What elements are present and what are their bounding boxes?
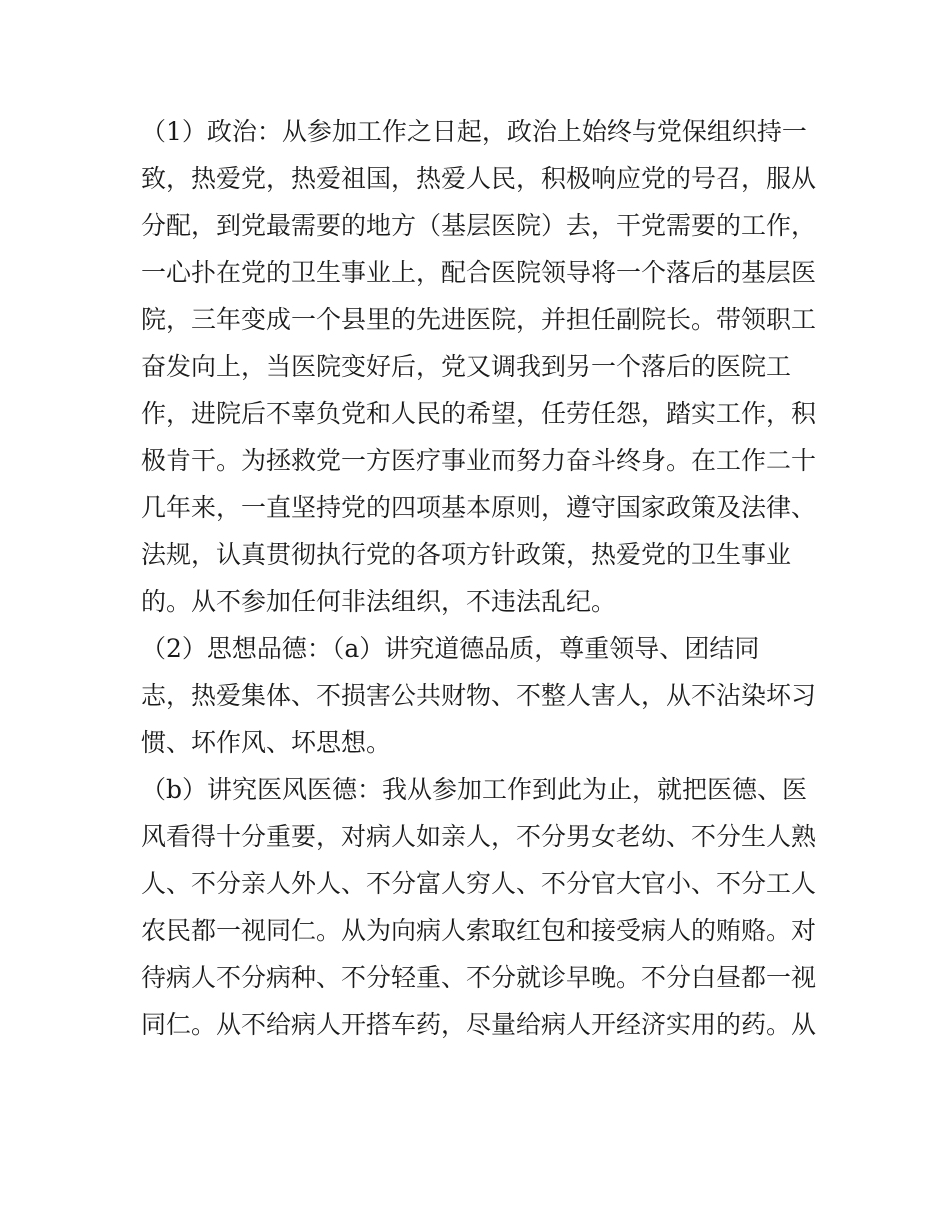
text-line-14: 惯、坏作风、坏思想。 <box>141 728 392 757</box>
text-line-17: 人、不分亲人外人、不分富人穷人、不分官大官小、不分工人 <box>141 869 817 898</box>
text-line-1: （1）政治：从参加工作之日起，政治上始终与党保组织持一 <box>141 117 807 146</box>
text-line-10: 法规，认真贯彻执行党的各项方针政策，热爱党的卫生事业 <box>141 540 792 569</box>
text-line-15: （b）讲究医风医德：我从参加工作到此为止，就把医德、医 <box>141 775 808 804</box>
text-line-11: 的。从不参加任何非法组织，不违法乱纪。 <box>141 587 617 616</box>
text-line-8: 极肯干。为拯救党一方医疗事业而努力奋斗终身。在工作二十 <box>141 446 817 475</box>
text-line-6: 奋发向上，当医院变好后，党又调我到另一个落后的医院工 <box>141 352 792 381</box>
text-line-7: 作，进院后不辜负党和人民的希望，任劳任怨，踏实工作，积 <box>141 399 817 428</box>
text-line-18: 农民都一视同仁。从为向病人索取红包和接受病人的贿赂。对 <box>141 916 817 945</box>
text-line-5: 院，三年变成一个县里的先进医院，并担任副院长。带领职工 <box>141 305 817 334</box>
text-line-12: （2）思想品德：（a）讲究道德品质，尊重领导、团结同 <box>141 634 760 663</box>
text-line-9: 几年来，一直坚持党的四项基本原则，遵守国家政策及法律、 <box>141 493 817 522</box>
text-line-4: 一心扑在党的卫生事业上，配合医院领导将一个落后的基层医 <box>141 258 817 287</box>
document-body <box>141 108 821 1048</box>
text-line-20: 同仁。从不给病人开搭车药，尽量给病人开经济实用的药。从 <box>141 1010 817 1039</box>
text-line-2: 致，热爱党，热爱祖国，热爱人民，积极响应党的号召，服从 <box>141 164 817 193</box>
text-line-19: 待病人不分病种、不分轻重、不分就诊早晚。不分白昼都一视 <box>141 963 817 992</box>
text-line-3: 分配，到党最需要的地方（基层医院）去，干党需要的工作， <box>141 211 817 240</box>
text-line-13: 志，热爱集体、不损害公共财物、不整人害人，从不沾染坏习 <box>141 681 817 710</box>
text-line-16: 风看得十分重要，对病人如亲人，不分男女老幼、不分生人熟 <box>141 822 817 851</box>
